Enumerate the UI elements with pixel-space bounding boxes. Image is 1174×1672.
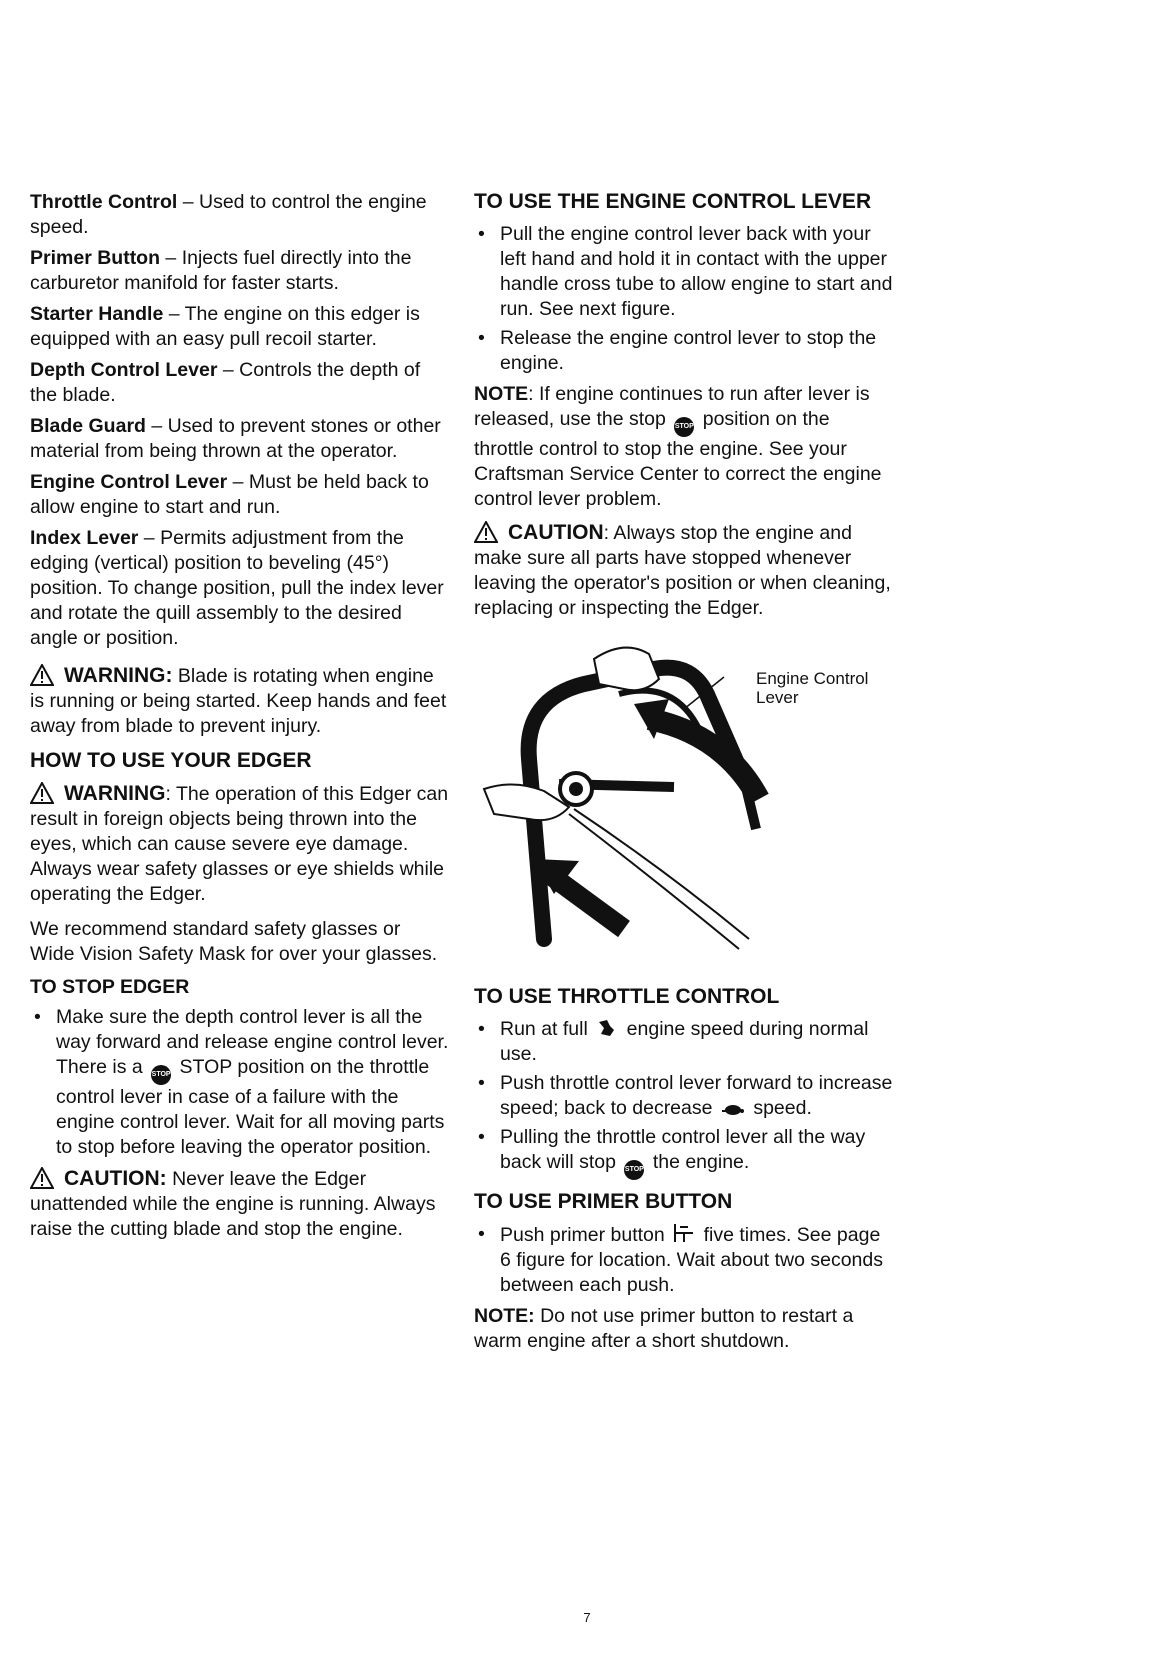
definition-starter-handle: Starter Handle – The engine on this edger is equipped with an easy pull recoil starter. (30, 303, 420, 350)
note-primer-warm-engine: NOTE: Do not use primer button to restart a warm engine after a short shutdown. (474, 1305, 854, 1352)
primer-list (474, 1222, 894, 1298)
heading-engine-control-lever: TO USE THE ENGINE CONTROL LEVER (474, 190, 872, 213)
right-column (474, 190, 894, 1360)
stop-edger-list (30, 1005, 450, 1160)
recommend-safety-glasses: We recommend standard safety glasses or Wide Vision Safety Mask for over your glasses. (30, 918, 438, 965)
definition-primer-button: Primer Button – Injects fuel directly into the carburetor manifold for faster starts. (30, 247, 412, 294)
list-item: • Pulling the throttle control lever all the way back will stop STOP the engine. (474, 1125, 894, 1180)
caution-always-stop: CAUTION: Always stop the engine and make sure all parts have stopped whenever leaving the operator's position or when cleaning, replacing or inspecting the Edger. (474, 521, 891, 619)
heading-primer-button: TO USE PRIMER BUTTON (474, 1190, 733, 1213)
primer-icon (673, 1222, 695, 1244)
heading-to-stop-edger: TO STOP EDGER (30, 976, 190, 998)
stop-icon: STOP (624, 1160, 644, 1180)
definition-blade-guard: Blade Guard – Used to prevent stones or other material from being thrown at the operator. (30, 415, 441, 462)
page-number: 7 (583, 1610, 591, 1625)
heading-how-to-use-edger: HOW TO USE YOUR EDGER (30, 749, 312, 772)
figure-label-engine-control-lever: Engine Control Lever (756, 669, 869, 707)
list-item: • Release the engine control lever to stop the engine. (478, 327, 877, 374)
definition-index-lever: Index Lever – Permits adjustment from the edging (vertical) position to beveling (45°) position. To change position, pull the index lever and rotate the quill assembly to the desired angle or position. (30, 527, 444, 649)
warning-triangle-icon (474, 521, 498, 543)
list-item: • Push throttle control lever forward to increase speed; back to decrease speed. (478, 1072, 893, 1119)
definition-depth-control-lever: Depth Control Lever – Controls the depth of the blade. (30, 359, 421, 406)
list-item: • Pull the engine control lever back with your left hand and hold it in contact with the upper handle cross tube to allow engine to start and run. See next figure. (478, 223, 893, 320)
rabbit-fast-icon (596, 1018, 618, 1038)
warning-triangle-icon (30, 782, 54, 804)
list-item: • Make sure the depth control lever is all the way forward and release engine control lever. There is a STOP STOP position on the throttle control lever in case of a failure with the engine control lever. Wait for all moving parts to stop before leaving the operator position. (34, 1006, 449, 1158)
stop-icon: STOP (674, 417, 694, 437)
engine-control-lever-figure (474, 639, 874, 969)
stop-icon: STOP (151, 1065, 171, 1085)
heading-throttle-control: TO USE THROTTLE CONTROL (474, 985, 780, 1008)
turtle-slow-icon (721, 1101, 745, 1117)
warning-triangle-icon (30, 664, 54, 686)
left-column (30, 190, 450, 1252)
caution-never-leave: CAUTION: Never leave the Edger unattended while the engine is running. Always raise the cutting blade and stop the engine. (30, 1167, 436, 1240)
engine-control-list (474, 222, 894, 376)
throttle-list (474, 1017, 894, 1180)
definition-engine-control-lever: Engine Control Lever – Must be held back to allow engine to start and run. (30, 471, 429, 518)
warning-blade-rotating: WARNING: Blade is rotating when engine is running or being started. Keep hands and feet away from blade to prevent injury. (30, 664, 447, 737)
note-engine-continues: NOTE: If engine continues to run after lever is released, use the stop STOP position on the throttle control to stop the engine. See your Craftsman Service Center to correct the engine control lever problem. (474, 383, 882, 510)
warning-triangle-icon (30, 1167, 54, 1189)
warning-eye-damage: WARNING: The operation of this Edger can result in foreign objects being thrown into the eyes, which can cause severe eye damage. Always wear safety glasses or eye shields while operating the Edger. (30, 782, 449, 905)
definition-throttle-control: Throttle Control – Used to control the engine speed. (30, 191, 427, 238)
list-item: • Run at full engine speed during normal use. (478, 1018, 869, 1065)
list-item: • Push primer button five times. See page 6 figure for location. Wait about two seconds between each push. (478, 1223, 883, 1296)
